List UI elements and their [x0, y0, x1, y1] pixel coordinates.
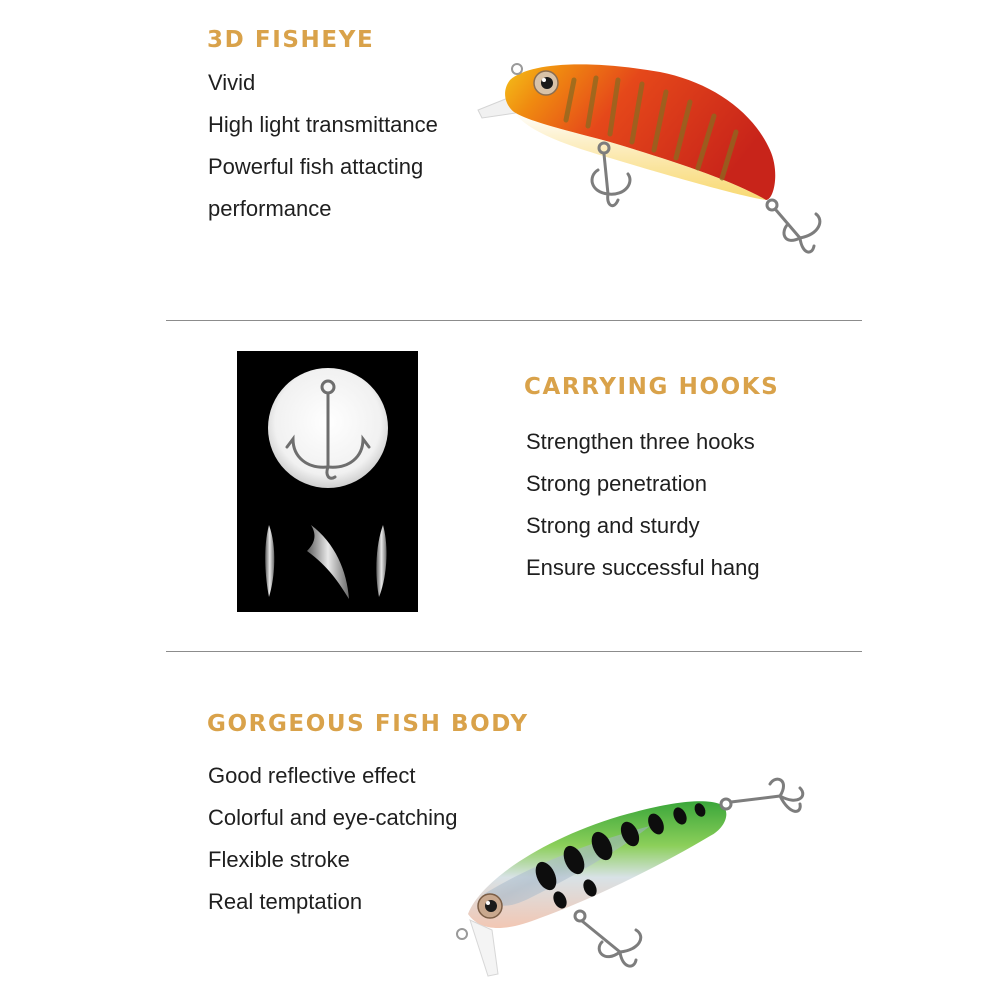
section-divider [166, 651, 862, 652]
section-title-gorgeous-fish-body: GORGEOUS FISH BODY [207, 711, 529, 737]
feature-item: Vivid [208, 70, 256, 95]
green-lure-image [440, 770, 820, 990]
section-divider [166, 320, 862, 321]
feature-list-carrying-hooks [526, 421, 760, 589]
feature-list-gorgeous-fish-body [208, 755, 457, 923]
feature-item: High light transmittance [208, 112, 438, 137]
feature-item: Colorful and eye-catching [208, 805, 458, 830]
feature-item: Ensure successful hang [526, 555, 760, 580]
feature-item: performance [208, 196, 332, 221]
feature-item: Real temptation [208, 889, 363, 914]
feature-item: Flexible stroke [208, 847, 350, 872]
feature-item: Good reflective effect [208, 763, 416, 788]
section-title-carrying-hooks: CARRYING HOOKS [524, 374, 780, 400]
red-lure-image [470, 50, 850, 270]
feature-list-3d-fisheye [208, 62, 438, 230]
feature-item: Powerful fish attacting [208, 154, 424, 179]
section-title-3d-fisheye: 3D FISHEYE [207, 27, 375, 53]
hook-detail-image [237, 351, 418, 612]
feature-item: Strong penetration [526, 471, 708, 496]
feature-item: Strong and sturdy [526, 513, 700, 538]
feature-item: Strengthen three hooks [526, 429, 755, 454]
